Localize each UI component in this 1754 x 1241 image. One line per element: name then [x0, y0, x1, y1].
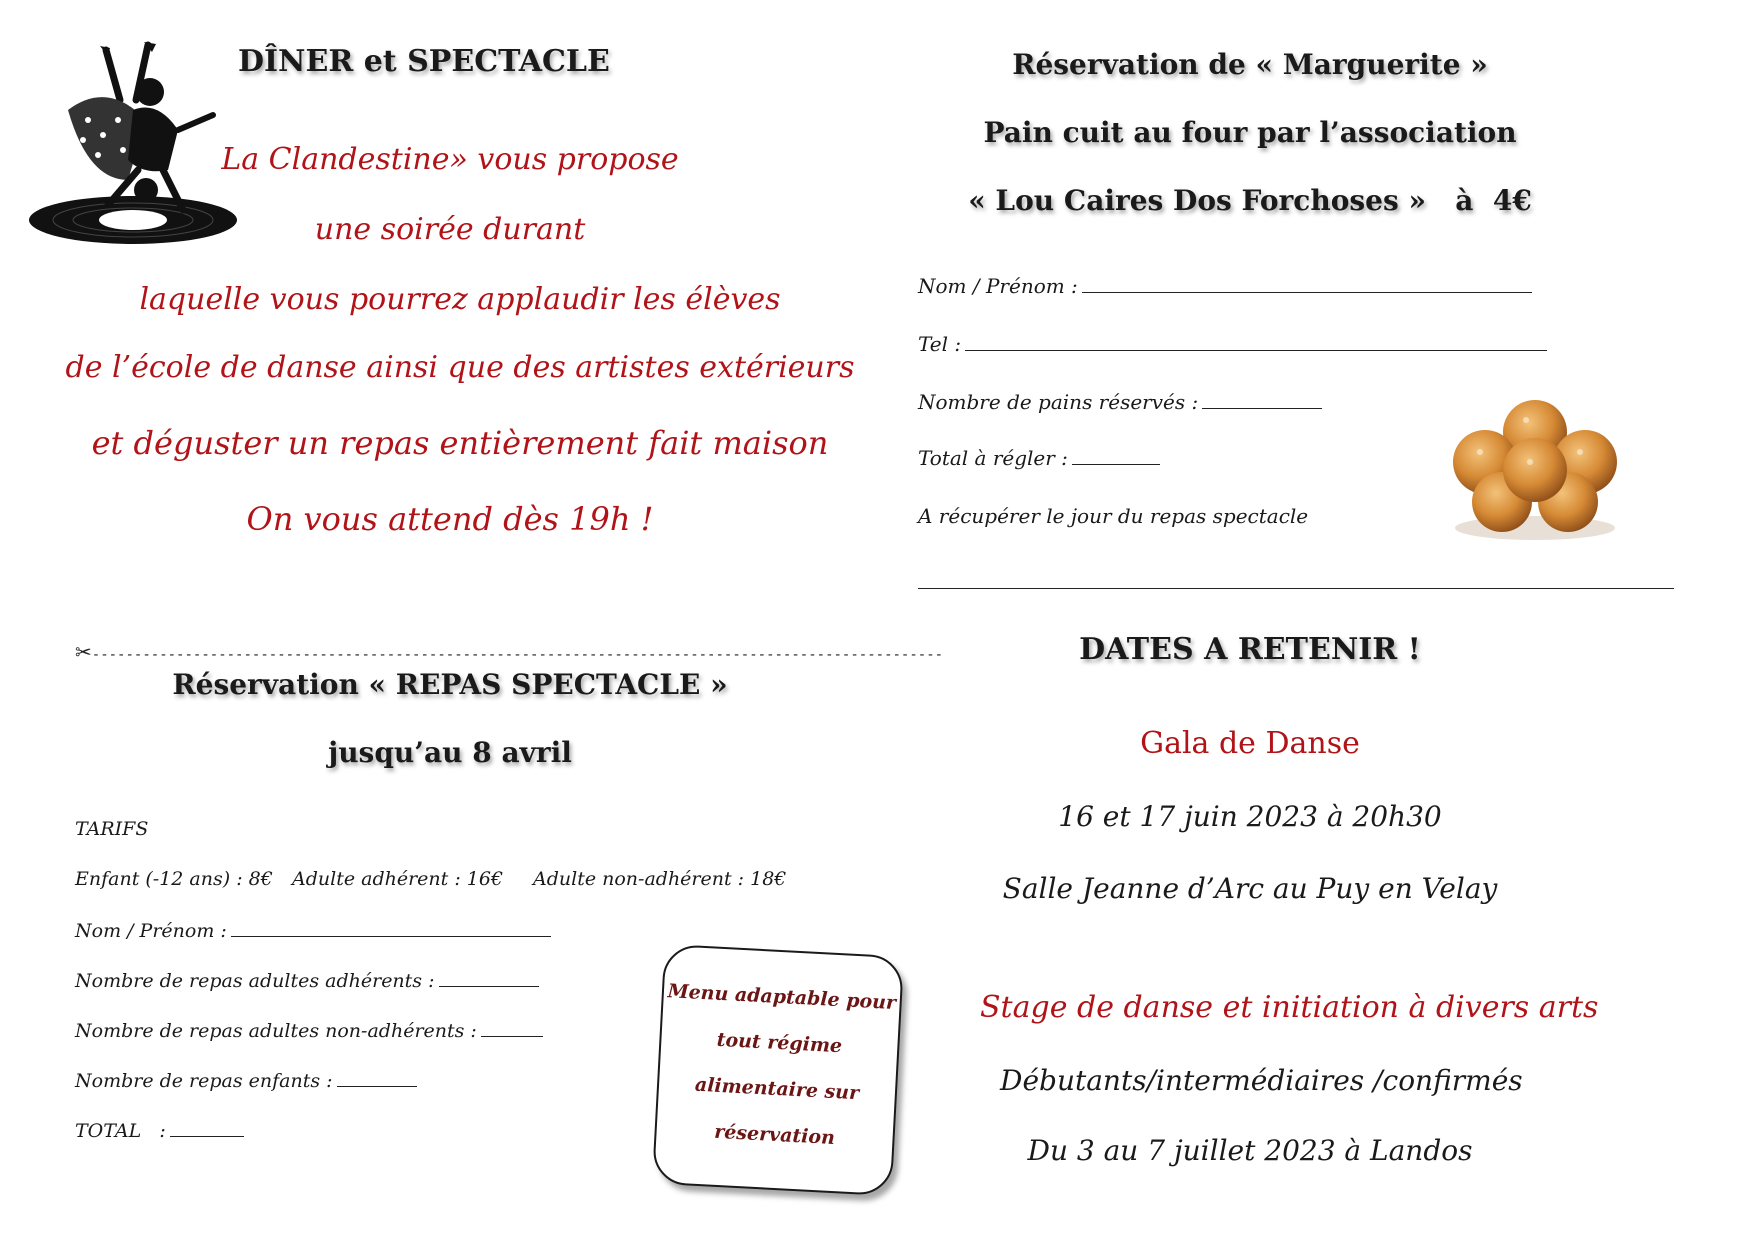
meal-members-field[interactable]: [75, 968, 539, 992]
intro-line-4: de l’école de danse ainsi que des artistes extérieurs: [65, 350, 855, 385]
event2-title: Stage de danse et initiation à divers arts: [980, 990, 1599, 1025]
event2-levels: Débutants/intermédiaires /confirmés: [1000, 1064, 1523, 1097]
menu-note-box: [652, 944, 904, 1196]
dates-title: DATES A RETENIR !: [1079, 632, 1421, 667]
meal-reservation-deadline: jusqu’au 8 avril: [328, 736, 572, 769]
tarif-member: Adulte adhérent : 16€: [292, 868, 504, 890]
bread-count-label: Nombre de pains réservés :: [918, 390, 1199, 414]
welcome-text: On vous attend dès 19h !: [246, 500, 654, 538]
meal-total-blank[interactable]: [170, 1118, 244, 1137]
meal-non-members-field[interactable]: [75, 1018, 543, 1042]
meal-name-label: Nom / Prénom :: [75, 920, 227, 942]
bread-name-blank[interactable]: [1082, 274, 1532, 293]
menu-note-line-3: alimentaire sur: [694, 1073, 860, 1105]
bread-count-blank[interactable]: [1202, 390, 1322, 409]
bread-name-label: Nom / Prénom :: [918, 274, 1078, 298]
tarif-child: Enfant (-12 ans) : 8€: [75, 868, 273, 890]
tarif-non-member: Adulte non-adhérent : 18€: [533, 868, 787, 890]
meal-members-blank[interactable]: [439, 968, 539, 987]
meal-children-blank[interactable]: [337, 1068, 417, 1087]
bread-image: [1440, 390, 1630, 550]
bread-total-label: Total à régler :: [918, 446, 1068, 470]
meal-non-members-label: Nombre de repas adultes non-adhérents :: [75, 1020, 477, 1042]
bread-name-field[interactable]: [918, 274, 1532, 298]
bread-tel-label: Tel :: [918, 332, 962, 356]
meal-members-label: Nombre de repas adultes adhérents :: [75, 970, 435, 992]
meal-children-field[interactable]: [75, 1068, 417, 1092]
menu-note-line-2: tout régime: [716, 1028, 843, 1058]
bread-total-field[interactable]: [918, 446, 1160, 470]
bread-title-line-3: « Lou Caires Dos Forchoses » à 4€: [968, 184, 1532, 217]
tarifs-label: TARIFS: [75, 818, 149, 840]
bread-title-line-1: Réservation de « Marguerite »: [1012, 48, 1488, 81]
meal-total-field[interactable]: [75, 1118, 244, 1142]
meal-non-members-blank[interactable]: [481, 1018, 543, 1037]
bread-tel-field[interactable]: [918, 332, 1547, 356]
left-title: DÎNER et SPECTACLE: [238, 44, 610, 79]
event2-date: Du 3 au 7 juillet 2023 à Landos: [1027, 1134, 1473, 1167]
bread-total-blank[interactable]: [1072, 446, 1160, 465]
section-separator: [918, 588, 1674, 589]
pickup-note: A récupérer le jour du repas spectacle: [918, 504, 1309, 528]
meal-children-label: Nombre de repas enfants :: [75, 1070, 333, 1092]
meal-name-field[interactable]: [75, 918, 551, 942]
menu-note-line-1: Menu adaptable pour: [667, 980, 897, 1015]
bread-count-field[interactable]: [918, 390, 1322, 414]
scissors-icon: ✂: [75, 640, 92, 664]
event1-title: Gala de Danse: [1140, 726, 1360, 761]
meal-total-label: TOTAL :: [75, 1120, 166, 1142]
intro-line-5: et déguster un repas entièrement fait maison: [91, 424, 829, 462]
intro-line-2: une soirée durant: [314, 212, 586, 247]
bread-title-line-2: Pain cuit au four par l’association: [983, 116, 1517, 149]
event1-date: 16 et 17 juin 2023 à 20h30: [1058, 800, 1442, 833]
event1-place: Salle Jeanne d’Arc au Puy en Velay: [1002, 872, 1498, 905]
meal-name-blank[interactable]: [231, 918, 551, 937]
cut-line: [75, 640, 944, 664]
meal-reservation-title: Réservation « REPAS SPECTACLE »: [172, 668, 728, 701]
intro-line-1: La Clandestine» vous propose: [221, 142, 679, 177]
menu-note-line-4: réservation: [713, 1120, 836, 1150]
intro-line-3: laquelle vous pourrez applaudir les élèves: [139, 282, 781, 317]
cut-dashes: -----------------------------------------------------------------------------------------------------: [91, 647, 944, 663]
bread-tel-blank[interactable]: [965, 332, 1547, 351]
